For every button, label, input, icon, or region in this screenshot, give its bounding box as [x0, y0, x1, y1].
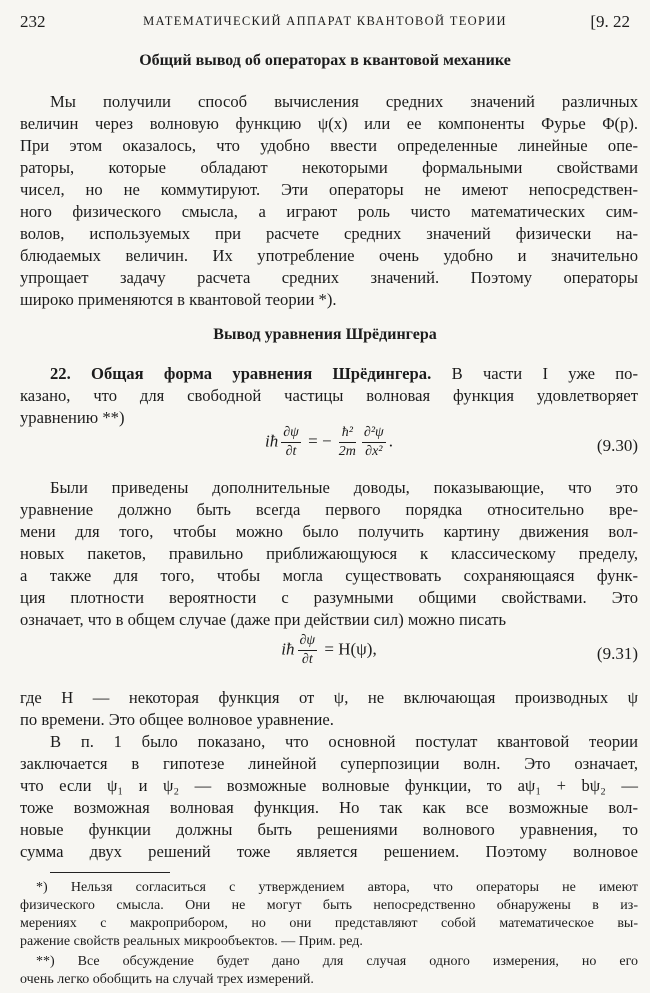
equation-number: (9.30): [596, 436, 638, 455]
fraction: $\frac{\text{ħ²}}{2m}$: [338, 425, 356, 459]
text-line: В п. 1 было показано, что основной постулат квантовой теории: [50, 732, 638, 751]
text-line: а также для того, чтобы могла существовать сохраняющаяся функ-: [20, 566, 638, 585]
running-title: МАТЕМАТИЧЕСКИЙ АППАРАТ КВАНТОВОЙ ТЕОРИИ: [143, 14, 507, 28]
fraction: $\frac{\text{∂²ψ}}{\text{∂x²}}$: [363, 425, 384, 459]
text-line: сумма двух решений тоже является решением. Поэтому волновое: [20, 842, 638, 861]
text-line: тоже возможная волновая функция. Но так как все возможные вол-: [20, 798, 638, 817]
text-line: новых пакетов, правильно приближающуюся к классическому пределу,: [20, 544, 638, 563]
fraction: $\frac{\partial\psi}{\partial t}$: [299, 633, 316, 667]
heading-schrodinger-derivation: Вывод уравнения Шрёдингера: [213, 326, 437, 343]
text-line: казано, что для свободной частицы волновая функция удовлетворяет: [20, 386, 638, 405]
text-line: ного физического смысла, а играют роль чисто математических сим-: [20, 202, 638, 221]
equation-number: (9.31): [596, 644, 638, 663]
text-line: величин через волновую функцию ψ(x) или ее компоненты Фурье Φ(p).: [20, 114, 638, 133]
footnote-separator: [50, 872, 170, 873]
text-line: где H — некоторая функция от ψ, не включающая производных ψ: [20, 688, 638, 707]
text-line: означает, что в общем случае (даже при действии сил) можно писать: [20, 610, 507, 629]
text-line: Мы получили способ вычисления средних значений различных: [50, 92, 638, 111]
text-line: чисел, но не коммутируют. Эти операторы не имеют непосредствен-: [20, 180, 638, 199]
footnote-line: очень легко обобщить на случай трех измерений.: [20, 972, 314, 987]
footnote-line: ражение свойств реальных микрообъектов. — Прим. ред.: [20, 934, 363, 949]
text-line: уравнению **): [20, 408, 125, 427]
running-header: [20, 12, 630, 34]
equation-9-31: [20, 632, 638, 680]
footnote-line: мерениях с макроприбором, но они представляют собой математическое вы-: [20, 916, 638, 931]
footnote-line: **) Все обсуждение будет дано для случая одного измерения, но его: [36, 954, 638, 969]
text-line: волов, используемых при расчете средних значений физически на-: [20, 224, 638, 243]
page-number: 232: [20, 12, 46, 31]
text-line: раторы, которые обладают некоторыми формальными свойствами: [20, 158, 638, 177]
text-line: заключается в гипотезе линейной суперпозиции волн. Это означает,: [20, 754, 638, 773]
text-line: уравнение должно быть всегда первого порядка относительно вре-: [20, 500, 638, 519]
text-line: мени для того, чтобы можно было получить картину движения вол-: [20, 522, 638, 541]
section-22-first-line: [50, 364, 638, 386]
section-marker: [9. 22: [590, 12, 630, 31]
footnote-line: *) Нельзя согласиться с утверждением автора, что операторы не имеют: [36, 880, 638, 895]
text-line: по времени. Это общее волновое уравнение.: [20, 710, 334, 729]
equation-9-30-formula: iħ $\frac{\partial\psi}{\partial t}$ = − $\frac{\text{ħ²}}{2m}$ $\frac{\text{∂²ψ}}{\text{∂x²}}$ .: [265, 425, 393, 459]
equation-9-30: [20, 424, 638, 472]
text-line: При этом оказалось, что удобно ввести определенные линейные опе-: [20, 136, 638, 155]
section-22-text: В части I уже по-: [451, 364, 639, 383]
heading-operators: Общий вывод об операторах в квантовой механике: [139, 52, 511, 69]
section-22-title: 22. Общая форма уравнения Шрёдингера.: [50, 364, 432, 383]
text-line: блюдаемых величин. Их употребление очень удобно и значительно: [20, 246, 638, 265]
text-line: что если ψ₁ и ψ₂ — возможные волновые функции, то aψ₁ + bψ₂ —: [20, 776, 638, 795]
text-line: новые функции должны быть решениями волнового уравнения, то: [20, 820, 638, 839]
equation-9-31-formula: iħ $\frac{\partial\psi}{\partial t}$ = H(ψ),: [281, 633, 377, 667]
footnote-line: физического смысла. Они не могут быть непосредственно обнаружены в из-: [20, 898, 638, 913]
text-line: Были приведены дополнительные доводы, показывающие, что это: [50, 478, 638, 497]
text-line: ция плотности вероятности с разумными общими свойствами. Это: [20, 588, 638, 607]
text-line: упрощает задачу расчета средних значений. Поэтому операторы: [20, 268, 638, 287]
text-line: широко применяются в квантовой теории *).: [20, 290, 337, 309]
fraction: $\frac{\partial\psi}{\partial t}$: [283, 425, 299, 459]
